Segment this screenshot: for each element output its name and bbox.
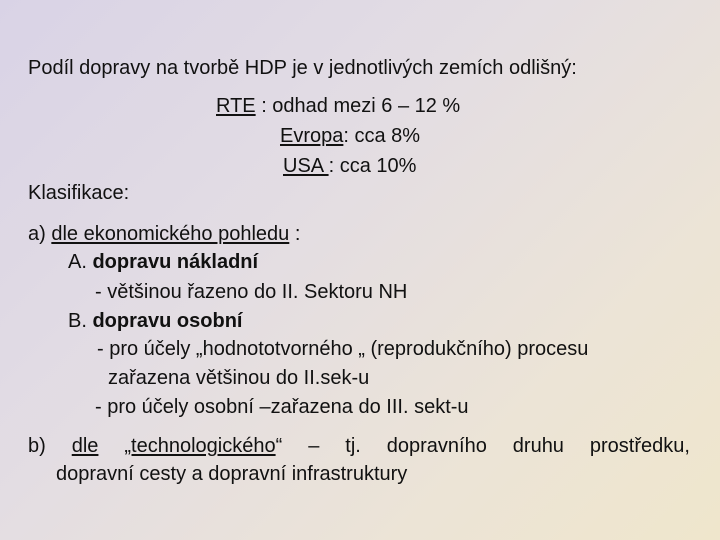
rte-line — [216, 94, 460, 118]
klasifikace-heading: Klasifikace: — [28, 182, 130, 204]
usa-text: : cca 10% — [328, 155, 417, 177]
rte-label: RTE — [216, 95, 256, 117]
item-a-A-note: - většinou řazeno do II. Sektoru NH — [95, 281, 408, 303]
item-a-B-note2: zařazena většinou do II.sek-u — [108, 367, 370, 389]
item-a-B-text: dopravu osobní — [92, 310, 243, 332]
item-a-B-note3: - pro účely osobní –zařazena do III. sekt-u — [95, 396, 469, 418]
section-b-prefix: b) — [28, 435, 46, 457]
section-b-dopravniho: dopravního — [386, 435, 487, 457]
item-a-B-note1: - pro účely „hodnototvorného „ (reprodukčního) procesu — [97, 338, 589, 360]
europe-line — [280, 124, 420, 148]
section-b-druhu: druhu — [512, 435, 564, 457]
item-a-A-letter: A. — [68, 251, 87, 273]
section-b-prostredku: prostředku, — [589, 435, 690, 457]
item-a-B-letter: B. — [68, 310, 87, 332]
section-b-tj: tj. — [345, 435, 361, 457]
section-a-label: dle ekonomického pohledu — [51, 223, 290, 245]
item-a-A-text: dopravu nákladní — [92, 251, 259, 273]
item-a-A — [68, 250, 258, 274]
rte-text: : odhad mezi 6 – 12 % — [255, 95, 461, 117]
europe-text: : cca 8% — [343, 125, 421, 147]
section-a-suffix: : — [289, 223, 301, 245]
section-a-prefix: a) — [28, 223, 52, 245]
usa-line — [283, 154, 416, 178]
section-b-line1 — [28, 434, 690, 458]
section-b-word-dle: dle — [71, 435, 99, 457]
item-a-B — [68, 309, 242, 333]
section-a-heading — [28, 222, 300, 246]
section-b-dash: – — [308, 435, 320, 457]
section-b-line2: dopravní cesty a dopravní infrastruktury — [56, 463, 408, 485]
europe-label: Evropa — [280, 125, 344, 147]
section-b-technologickeho: „technologického“ — [124, 435, 283, 457]
usa-label: USA — [283, 155, 329, 177]
intro-text: Podíl dopravy na tvorbě HDP je v jednotlivých zemích odlišný: — [28, 57, 577, 79]
